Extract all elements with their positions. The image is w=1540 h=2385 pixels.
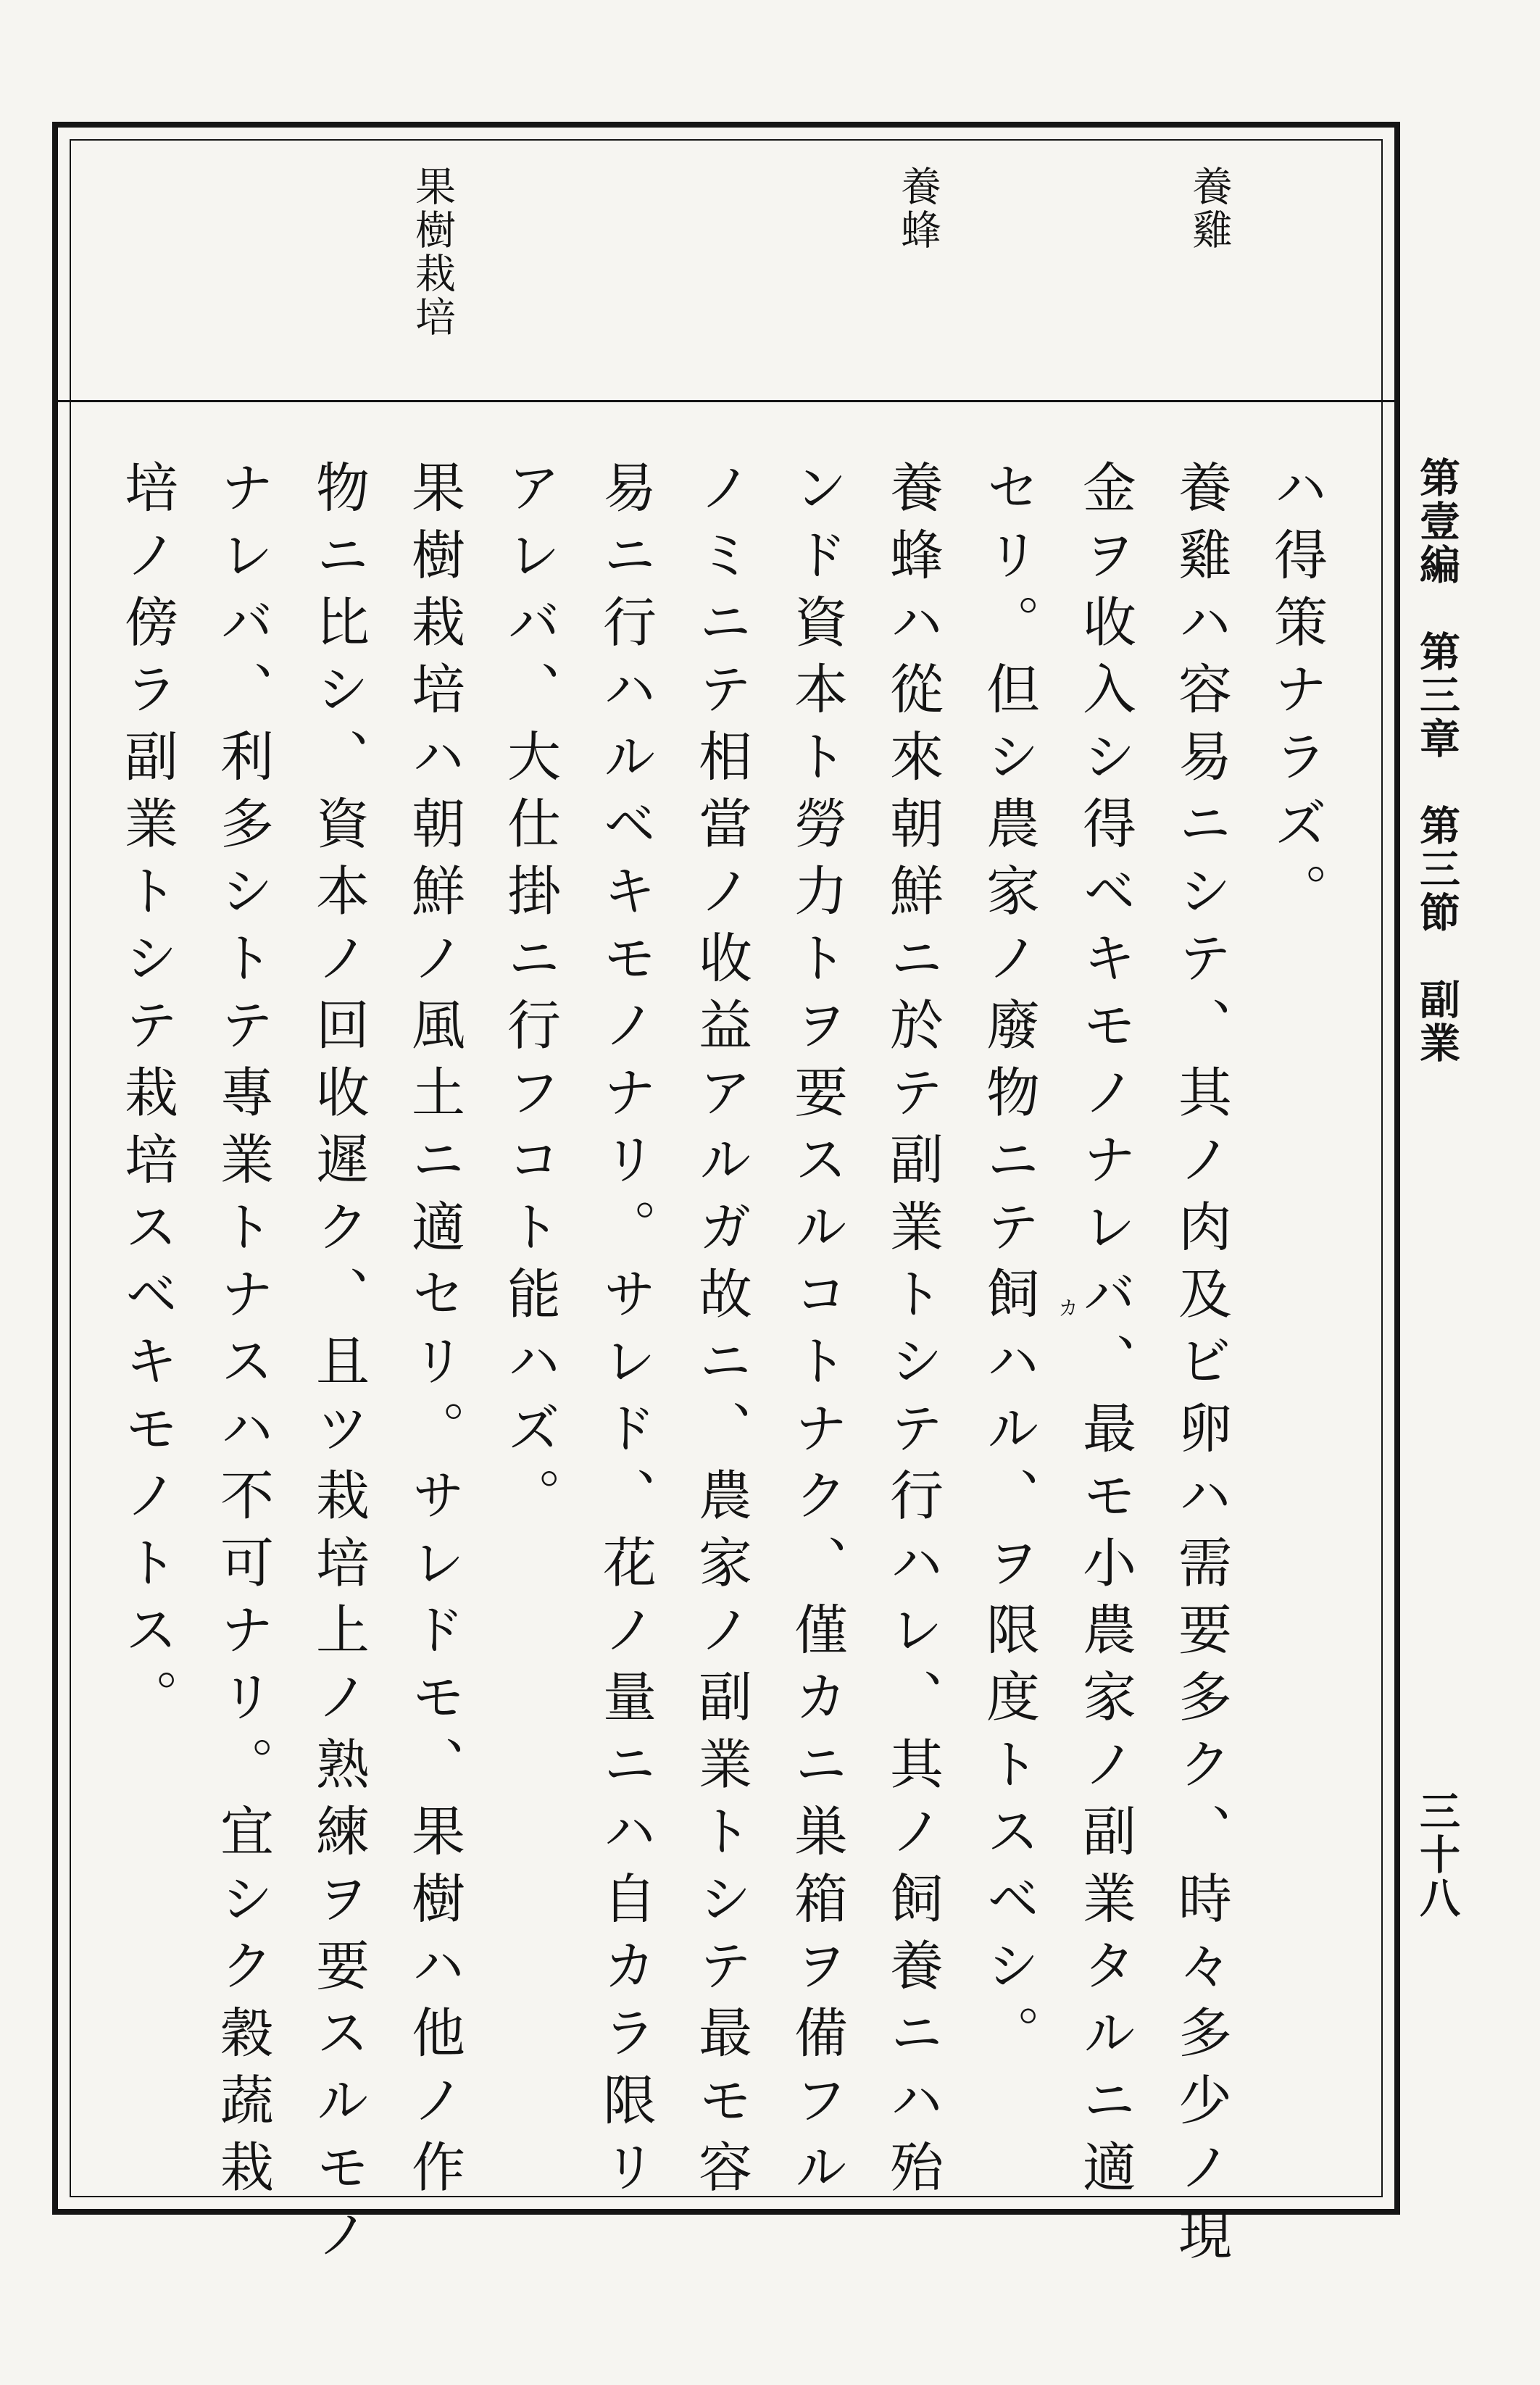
- text-column: 果樹栽培ハ朝鮮ノ風土ニ適セリ。サレドモ、果樹ハ他ノ作: [403, 459, 465, 2207]
- text-column: 培ノ傍ラ副業トシテ栽培スベキモノトス。: [116, 459, 178, 1736]
- text-column: 物ニ比シ、資本ノ回收遲ク、且ツ栽培上ノ熟練ヲ要スルモノ: [307, 459, 370, 2273]
- header-divider: [54, 400, 1399, 402]
- ruby-annotation: カ: [1055, 1297, 1079, 1318]
- text-column: 易ニ行ハルベキモノナリ。サレド、花ノ量ニハ自カラ限リ: [594, 459, 657, 2207]
- text-column: セリ。但シ農家ノ廢物ニテ飼ハル、ヲ限度トスベシ。: [978, 459, 1040, 2072]
- text-column: アレバ、大仕掛ニ行フコト能ハズ。: [499, 459, 561, 1535]
- text-column: 養雞ハ容易ニシテ、其ノ肉及ビ卵ハ需要多ク、時々多少ノ現: [1170, 459, 1232, 2273]
- text-column: ナレバ、利多シトテ專業トナスハ不可ナリ。宜シク穀蔬栽: [212, 459, 274, 2207]
- text-column: ンド資本ト勞力トヲ要スルコトナク、僅カニ巣箱ヲ備フル: [786, 459, 848, 2207]
- heading-fruit-trees: 果樹栽培: [409, 165, 456, 339]
- text-column: 金ヲ收入シ得ベキモノナレバ、最モ小農家ノ副業タルニ適: [1074, 459, 1136, 2207]
- heading-poultry: 養雞: [1186, 165, 1233, 252]
- text-column: ハ得策ナラズ。: [1265, 459, 1328, 930]
- page-number: 三十八: [1413, 1790, 1461, 1920]
- heading-beekeeping: 養蜂: [894, 165, 941, 252]
- text-column: 養蜂ハ從來朝鮮ニ於テ副業トシテ行ハレ、其ノ飼養ニハ殆: [881, 459, 944, 2207]
- running-header: 第壹編 第三章 第三節 副業: [1413, 457, 1461, 1065]
- text-column: ノミニテ相當ノ收益アルガ故ニ、農家ノ副業トシテ最モ容: [690, 459, 752, 2207]
